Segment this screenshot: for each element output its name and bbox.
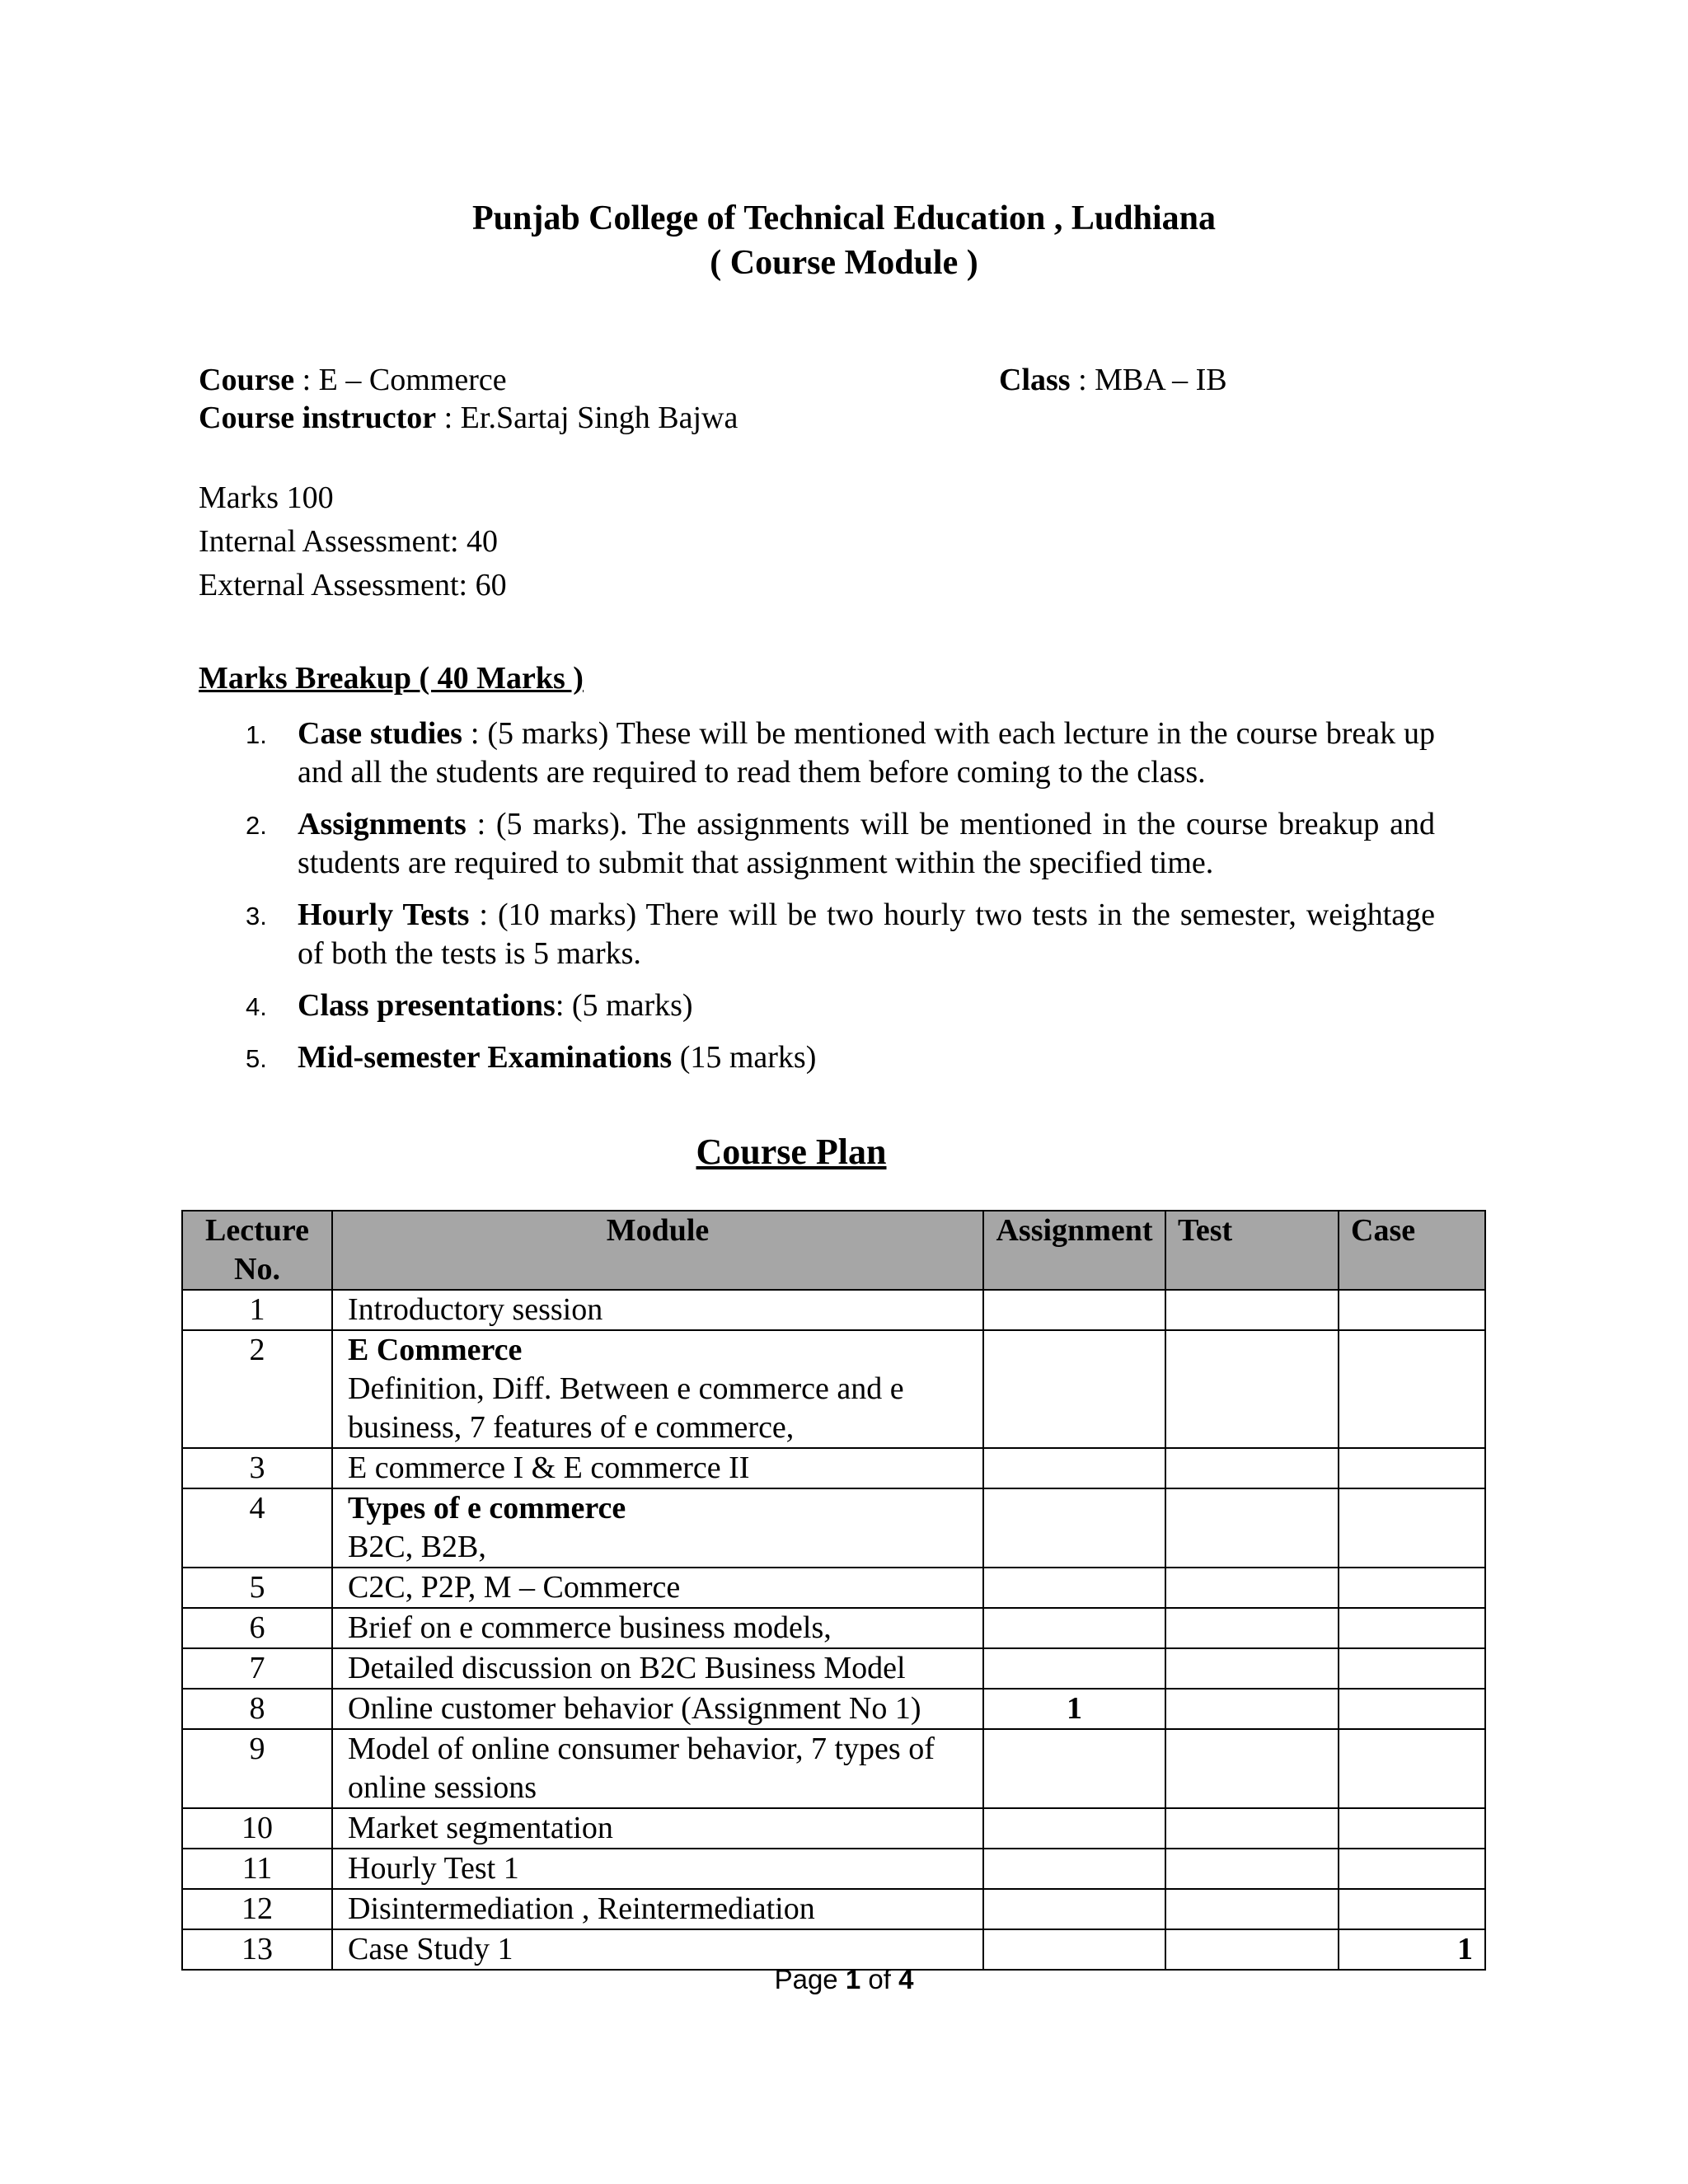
breakup-item-number: 4. [246,992,267,1021]
module-description: Introductory session [348,1292,603,1327]
cell-module [332,1448,983,1488]
module-title: Types of e commerce [348,1491,626,1526]
cell-test [1165,1330,1339,1448]
table-row [182,1849,1485,1889]
breakup-item-label: Class presentations [298,988,556,1023]
marks-total: Marks 100 [199,480,334,515]
cell-case [1339,1808,1485,1849]
breakup-item [199,805,1435,883]
breakup-item-number: 2. [246,811,267,840]
module-description: B2C, B2B, [348,1530,486,1564]
cell-module [332,1889,983,1929]
cell-assignment [983,1648,1165,1689]
document-title [0,196,1688,285]
breakup-item-text: : (5 marks). The assignments will be mentioned in the course breakup and students are required to submit that assignment within the specified time. [298,807,1435,880]
breakup-item-text: : (10 marks) There will be two hourly two tests in the semester, weightage of both the tests is 5 marks. [298,898,1435,971]
cell-case: 1 [1339,1929,1485,1970]
col-header-assignment: Assignment [983,1211,1165,1290]
breakup-item-text: : (5 marks) [555,988,693,1023]
module-description: Case Study 1 [348,1932,513,1966]
cell-lecture-no: 4 [182,1488,332,1568]
cell-case [1339,1290,1485,1330]
cell-module [332,1648,983,1689]
table-row [182,1488,1485,1568]
table-row [182,1568,1485,1608]
module-title: E Commerce [348,1333,523,1367]
module-description: Hourly Test 1 [348,1851,519,1886]
table-row [182,1608,1485,1648]
cell-lecture-no: 1 [182,1290,332,1330]
module-description: E commerce I & E commerce II [348,1451,750,1485]
cell-lecture-no: 12 [182,1889,332,1929]
table-row [182,1290,1485,1330]
page-total: 4 [898,1964,914,1994]
cell-lecture-no: 8 [182,1689,332,1729]
page-current: 1 [845,1964,861,1994]
module-description: C2C, P2P, M – Commerce [348,1570,681,1605]
table-row [182,1330,1485,1448]
cell-case [1339,1568,1485,1608]
breakup-item-label: Case studies [298,716,462,751]
table-row [182,1889,1485,1929]
module-description: Brief on e commerce business models, [348,1610,832,1645]
cell-assignment [983,1808,1165,1849]
breakup-item-text: : (5 marks) These will be mentioned with each lecture in the course break up and all the students are required to read them before coming to the class. [298,716,1435,790]
module-description: Definition, Diff. Between e commerce and e business, 7 features of e commerce, [348,1371,904,1445]
cell-module [332,1488,983,1568]
cell-assignment [983,1448,1165,1488]
cell-module [332,1729,983,1808]
marks-breakup-list [199,715,1435,1090]
course-plan-table [181,1210,1486,1971]
breakup-item-label: Hourly Tests [298,898,470,932]
cell-lecture-no: 6 [182,1608,332,1648]
cell-test [1165,1729,1339,1808]
cell-case [1339,1849,1485,1889]
cell-test [1165,1689,1339,1729]
breakup-item-text: (15 marks) [672,1040,817,1075]
college-name: Punjab College of Technical Education , Ludhiana [471,199,1217,237]
cell-assignment [983,1568,1165,1608]
cell-assignment [983,1729,1165,1808]
document-subtitle: ( Course Module ) [710,244,978,282]
module-description: Online customer behavior (Assignment No 1) [348,1691,921,1726]
module-description: Model of online consumer behavior, 7 types of online sessions [348,1732,935,1805]
breakup-item [199,987,1435,1025]
course-line [199,361,507,399]
class-line [999,361,1227,399]
cell-test [1165,1849,1339,1889]
instructor-value: : Er.Sartaj Singh Bajwa [436,401,738,435]
cell-test [1165,1448,1339,1488]
cell-module [332,1330,983,1448]
course-value: : E – Commerce [294,363,507,397]
class-value: : MBA – IB [1070,363,1227,397]
cell-assignment: 1 [983,1689,1165,1729]
instructor-line [199,399,738,437]
cell-test [1165,1648,1339,1689]
cell-case [1339,1889,1485,1929]
module-description: Detailed discussion on B2C Business Model [348,1651,906,1685]
table-header-row [182,1211,1485,1290]
cell-case [1339,1608,1485,1648]
breakup-item [199,1038,1435,1077]
breakup-item-label: Assignments [298,807,467,841]
cell-lecture-no: 10 [182,1808,332,1849]
course-label: Course [199,363,295,397]
cell-test [1165,1608,1339,1648]
cell-assignment [983,1488,1165,1568]
cell-case [1339,1729,1485,1808]
instructor-label: Course instructor [199,401,437,435]
cell-case [1339,1689,1485,1729]
col-header-module: Module [332,1211,983,1290]
breakup-item-number: 1. [246,720,267,749]
table-row [182,1729,1485,1808]
cell-assignment [983,1849,1165,1889]
breakup-item [199,896,1435,973]
cell-lecture-no: 5 [182,1568,332,1608]
module-description: Disintermediation , Reintermediation [348,1891,815,1926]
col-header-case: Case [1339,1211,1485,1290]
cell-test [1165,1488,1339,1568]
cell-case [1339,1330,1485,1448]
cell-lecture-no: 9 [182,1729,332,1808]
cell-lecture-no: 11 [182,1849,332,1889]
cell-lecture-no: 7 [182,1648,332,1689]
breakup-item-number: 5. [246,1044,267,1073]
marks-breakup-heading: Marks Breakup ( 40 Marks ) [199,661,584,696]
page-word: Page [774,1964,838,1994]
breakup-item-number: 3. [246,902,267,930]
marks-external: External Assessment: 60 [199,568,507,602]
cell-module [332,1689,983,1729]
cell-case [1339,1488,1485,1568]
col-header-test: Test [1165,1211,1339,1290]
breakup-item [199,715,1435,792]
table-row [182,1808,1485,1849]
cell-test [1165,1568,1339,1608]
cell-lecture-no: 3 [182,1448,332,1488]
cell-case [1339,1648,1485,1689]
cell-assignment [983,1290,1165,1330]
cell-module [332,1849,983,1889]
cell-module [332,1290,983,1330]
cell-lecture-no: 13 [182,1929,332,1970]
cell-module [332,1808,983,1849]
course-plan-heading: Course Plan [696,1132,887,1172]
cell-test [1165,1889,1339,1929]
breakup-item-label: Mid-semester Examinations [298,1040,673,1075]
class-label: Class [999,363,1071,397]
marks-internal: Internal Assessment: 40 [199,524,499,559]
of-word: of [868,1964,891,1994]
table-row [182,1689,1485,1729]
cell-assignment [983,1889,1165,1929]
module-description: Market segmentation [348,1811,613,1845]
page-footer [0,1964,1688,1995]
cell-lecture-no: 2 [182,1330,332,1448]
cell-case [1339,1448,1485,1488]
marks-summary [199,476,507,607]
cell-assignment [983,1330,1165,1448]
col-header-lecture-no: Lecture No. [182,1211,332,1290]
table-row [182,1448,1485,1488]
cell-test [1165,1808,1339,1849]
cell-module [332,1608,983,1648]
course-plan-body [182,1290,1485,1970]
cell-assignment [983,1608,1165,1648]
cell-module [332,1568,983,1608]
table-row [182,1648,1485,1689]
cell-test [1165,1290,1339,1330]
